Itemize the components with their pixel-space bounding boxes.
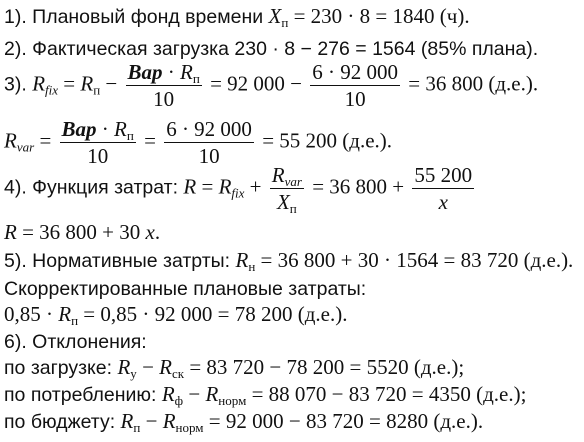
fraction-6x92000-over-10: $\frac{6 \cdot 92 000}{10}$ xyxy=(312,60,399,112)
fraction-var-rp-over-10: $\frac{Вар \cdot R_п}{10}$ xyxy=(127,60,200,112)
line-deviation-budget: по бюджету: $R_п - R_{норм} = 92$ 000 − 83 720 = 8280 (д.е.). xyxy=(4,409,484,436)
line-deviation-load: по загрузке: $R_у - R_{ск} = 83$ 720 − 78 200 = 5520 (д.е.); xyxy=(4,355,465,382)
fraction-rvar-over-xp: $\frac{R_{var}}{X_п}$ xyxy=(271,163,302,217)
line-deviations-heading: 6). Отклонения: xyxy=(4,331,147,353)
fraction-var-rp-over-10: $\frac{Вар \cdot R_п}{10}$ xyxy=(61,117,134,169)
line-rvar-formula: $R_{var}$ = $\frac{Вар \cdot R_п}{10}$ = $\frac{6 \cdot 92 000}{10}$ = 55 200 (д.е.). xyxy=(4,117,393,169)
line-deviation-consumption: по потреблению: $R_ф - R_{норм} = 88$ 070 − 83 720 = 4350 (д.е.); xyxy=(4,382,527,409)
line-actual-load: 2). Фактическая загрузка 230 · 8 − 276 = 1564 (85% плана). xyxy=(4,38,539,60)
line-cost-function-simplified: R = 36 800 + 30 x. xyxy=(4,220,161,244)
line-adjusted-planned-costs: $0,85 \cdot R_п = 0,85 \cdot 92$ 000 = 78 200 (д.е.). xyxy=(4,302,348,329)
fraction-55200-over-x: $\frac{55 200}{x}$ xyxy=(414,163,473,215)
line-adjusted-planned-costs-heading: Скорректированные плановые затраты: xyxy=(4,278,367,300)
line-cost-function: 4). Функция затрат: $R = R_{fix}$ + $\frac{R_{var}}{X_п}$ = 36 800 + $\frac{55 200}{x}$ xyxy=(4,163,473,217)
line-planned-time-fund: 1). Плановый фонд времени $X_п = 230 \cdot 8 = 1840$ (ч). xyxy=(4,4,470,31)
line-normative-costs: 5). Нормативные затрты: $R_н = 36$ 800 + 30 · 1564 = 83 720 (д.е.). xyxy=(4,248,574,275)
fraction-6x92000-over-10: $\frac{6 \cdot 92 000}{10}$ xyxy=(166,117,252,169)
line-rfix-formula: 3). $R_{fix} = R_п$ − $\frac{Вар \cdot R_п}{10}$ = 92 000 − $\frac{6 \cdot 92 000}{10}$ = 36 800 (д.е.). xyxy=(4,60,539,112)
